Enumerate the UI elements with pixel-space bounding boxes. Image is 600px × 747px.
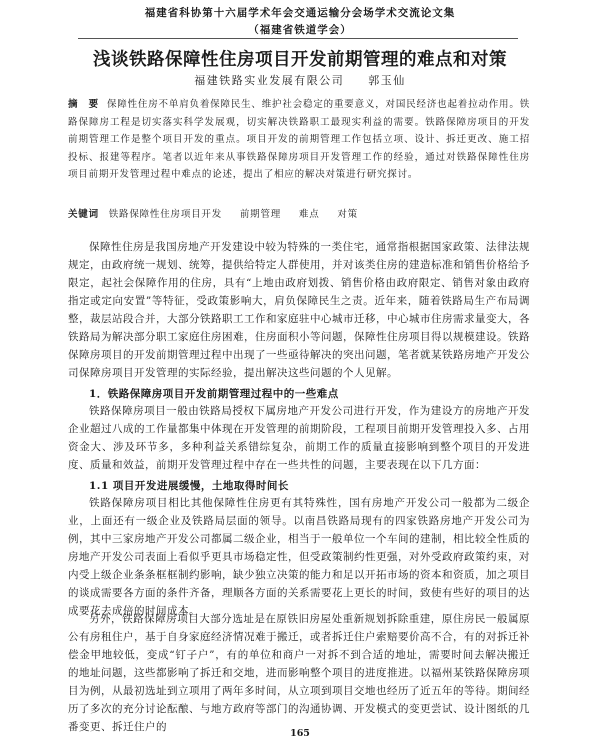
running-header-proceedings: 福建省科协第十六届学术年会交通运输分会场学术交流论文集	[144, 7, 456, 19]
body-paragraph-4: 另外，铁路保障房项目大部分选址是在原铁旧房屋处重新规划拆除重建，原住房民一般属原公有房租住户，基于自身家庭经济情况难于搬迁，或者拆迁住户索赔要价高不合，有的对拆迁补偿金甲地较低，变成“钉子户”，有的单位和商户一对拆不到合适的地址，需要时间去解决搬迁的地址问题，这些都影响了拆迁和交地，进而影响整个项目的进度推进。以福州某铁路保障房项目为例，从最初选址到立项用了两年多时间，从立项到项目交地也经历了近五年的等待。期间经历了多次的充分讨论酝酿、与地方政府等部门的沟通协调、开发模式的变更尝试、设计图纸的几番变更、拆迁住户的	[68, 613, 530, 733]
keywords-label: 关键词	[68, 209, 99, 220]
abstract-text: 保障性住房不单肩负着保障民生、维护社会稳定的重要意义，对国民经济也起着拉动作用。铁路保障房工程是切实落实科学发展观，切实解决铁路职工最现实利益的需要。铁路保障房项目的开发前期管理工作是整个项目开发的重点。项目开发的前期管理工作包括立项、设计、拆迁更改、施工招投标、报建等程序。笔者以近年来从事铁路保障房项目开发管理工作的经验，通过对铁路保障性住房项目前期开发管理过程中难点的论述，提出了相应的解决对策进行研究探讨。	[68, 99, 530, 180]
author-affiliation: 福建铁路实业发展有限公司	[194, 74, 345, 87]
author-line	[0, 72, 600, 88]
author-name: 郭玉仙	[368, 74, 406, 87]
keyword-item: 前期管理	[239, 209, 282, 220]
running-header-society: （福建省铁道学会）	[248, 24, 352, 36]
keywords	[68, 206, 530, 220]
body-paragraph-2: 铁路保障房项目一般由铁路局授权下属房地产开发公司进行开发，作为建设方的房地产开发企业超过八成的工作量都集中体现在开发管理的前期阶段，工程项目前期开发管理投入多、占用资金大、涉及环节多，多种利益关系错综复杂，前期工作的质量直接影响到整个项目的开发进度、质量和效益，前期开发管理过程中存在一些共性的问题，主要表现在以下几方面：	[68, 405, 530, 471]
body-paragraph-intro: 保障性住房是我国房地产开发建设中较为特殊的一类住宅，通常指根据国家政策、法律法规规定，由政府统一规划、统筹，提供给特定人群使用，并对该类住房的建造标准和销售价格给予限定，起社会保障作用的住房，具有“上地由政府划拨、销售价格由政府限定、销售对象由政府指定或定向安置”等特征，受政策影响大，肩负保障民生之责。近年来，随着铁路局生产布局调整，裁层站段合并，大部分铁路职工工作和家庭驻中心城市迁移，中心城市住房需求量变大，各铁路局为解决部分职工家庭住房困难，住房面积小等问题，保障性住房项目得以规模建设。铁路保障房项目的开发前期管理过程中出现了一些亟待解决的突出问题，笔者就某铁路房地产开发公司保障房项目开发管理的实际经验，提出解决这些问题的个人见解。	[68, 241, 530, 379]
body-paragraph-3: 铁路保障房项目相比其他保障性住房更有其特殊性，国有房地产开发公司一般都为二级企业，上面还有一级企业及铁路局层面的领导。以南昌铁路局现有的四家铁路房地产开发公司为例，其中三家房地产开发公司都属二级企业，相当于一般单位一个车间的建制，相比较全性质的房地产开发公司表面上看似乎更具市场稳定性，但受政策制约性更强，对外受政府政策约束，对内受上级企业条条框框制约影响，缺少独立决策的能力和足以开拓市场的资本和资质，加之项目的谈成需要各方面的条件齐备，理顺各方面的关系需要花上更长的时间，致使有些好的项目的达成要花去成倍的时间成本。	[68, 497, 530, 617]
header-divider	[78, 38, 518, 39]
page-number: 165	[290, 728, 310, 739]
keyword-item: 难点	[298, 209, 320, 220]
section-heading-1-1: 1.1 项目开发进展缓慢，土地取得时间长	[89, 480, 289, 492]
paper-title: 浅谈铁路保障性住房项目开发前期管理的难点和对策	[93, 50, 507, 70]
section-heading-1: 1．铁路保障房项目开发前期管理过程中的一些难点	[89, 388, 339, 400]
keyword-item: 铁路保障性住房项目开发	[108, 209, 223, 220]
abstract-label: 摘 要	[68, 99, 99, 110]
keyword-item: 对策	[337, 209, 358, 220]
abstract	[68, 96, 530, 184]
